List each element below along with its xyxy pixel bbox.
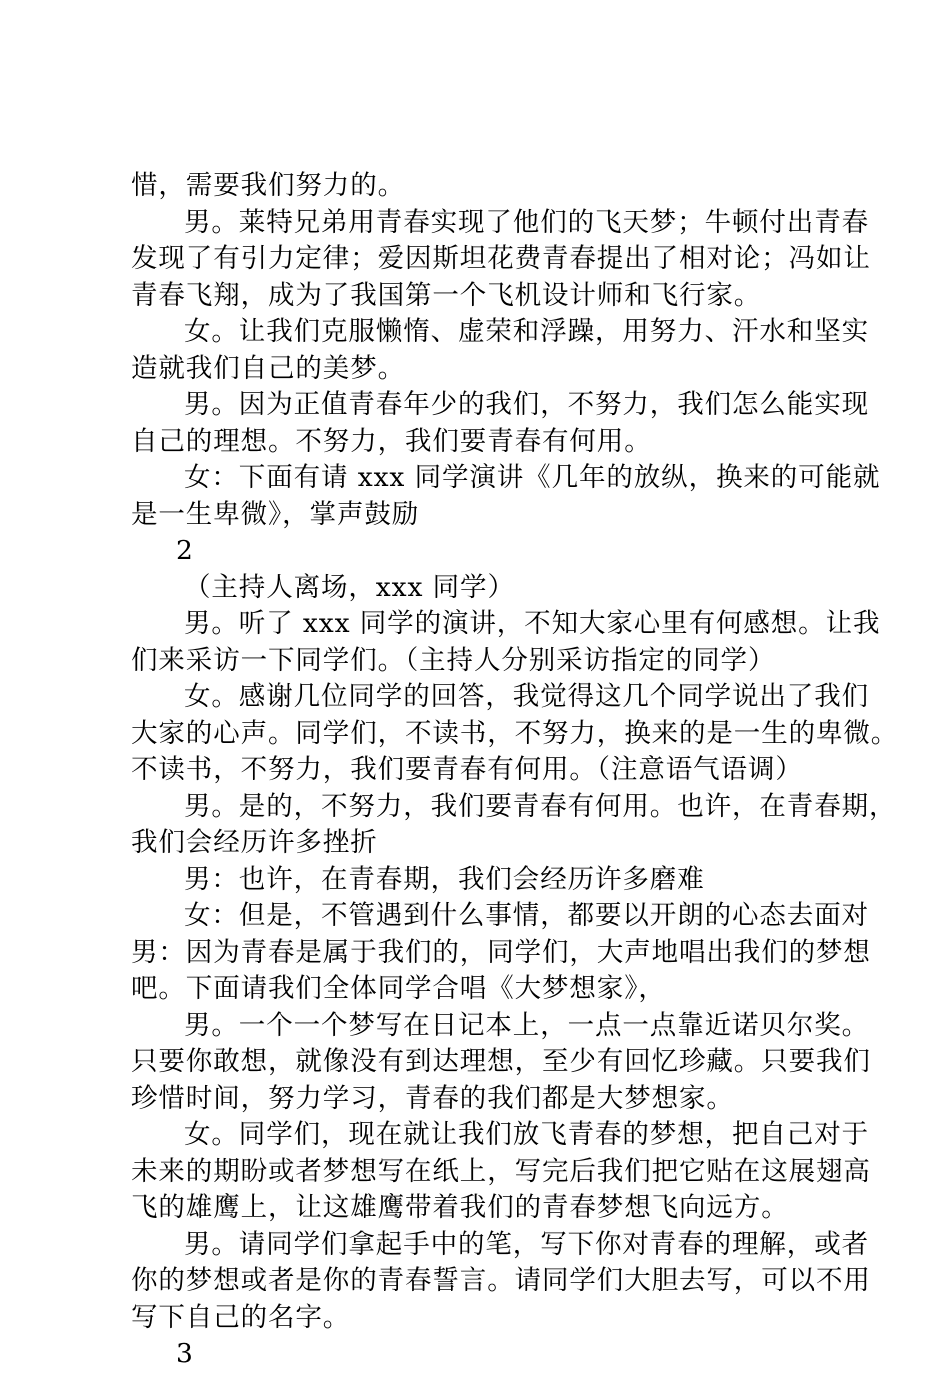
paragraph-start-line: 男。请同学们拿起手中的笔，写下你对青春的理解，或者: [184, 1228, 869, 1260]
body-line: 我们会经历许多挫折: [131, 827, 378, 858]
paragraph-start-line: 男。莱特兄弟用青春实现了他们的飞天梦；牛顿付出青春: [184, 206, 869, 238]
body-line: 你的梦想或者是你的青春誓言。请同学们大胆去写，可以不用: [131, 1265, 871, 1296]
page-number: 2: [176, 535, 194, 566]
body-line: 吧。下面请我们全体同学合唱《大梦想家》，: [131, 973, 666, 1004]
paragraph-start-line: 女。感谢几位同学的回答，我觉得这几个同学说出了我们: [184, 681, 869, 712]
paragraph-start-line: 男：也许，在青春期，我们会经历许多磨难: [184, 863, 705, 895]
document-body: [131, 168, 899, 1373]
body-line: 珍惜时间，努力学习，青春的我们都是大梦想家。: [131, 1082, 734, 1114]
paragraph-start-line: 男。是的，不努力，我们要青春有何用。也许，在青春期，: [184, 790, 897, 822]
paragraph-start-line: 男。一个一个梦写在日记本上，一点一点靠近诺贝尔奖。: [184, 1009, 869, 1041]
body-line: 青春飞翔，成为了我国第一个飞机设计师和飞行家。: [131, 279, 762, 311]
paragraph-start-line: 男。因为正值青春年少的我们，不努力，我们怎么能实现: [184, 389, 869, 420]
body-line: 自己的理想。不努力，我们要青春有何用。: [131, 425, 652, 457]
body-line: 造就我们自己的美梦。: [131, 352, 405, 384]
body-line: 写下自己的名字。: [131, 1301, 351, 1333]
body-line: 惜，需要我们努力的。: [131, 170, 405, 201]
body-line: 们来采访一下同学们。（主持人分别采访指定的同学）: [131, 644, 776, 676]
paragraph-start-line: 女。同学们，现在就让我们放飞青春的梦想，把自己对于: [184, 1119, 869, 1150]
paragraph-start-line: （主持人离场，xxx 同学）: [184, 571, 515, 603]
body-line: 只要你敢想，就像没有到达理想，至少有回忆珍藏。只要我们: [131, 1046, 871, 1077]
page-number: 3: [176, 1338, 194, 1369]
paragraph-start-line: 女。让我们克服懒惰、虚荣和浮躁，用努力、汗水和坚实: [184, 316, 869, 347]
body-line: 不读书，不努力，我们要青春有何用。（注意语气语调）: [131, 754, 803, 785]
body-line: 男：因为青春是属于我们的，同学们，大声地唱出我们的梦想: [131, 936, 871, 968]
paragraph-start-line: 女：但是，不管遇到什么事情，都要以开朗的心态去面对: [184, 900, 869, 931]
body-line: 大家的心声。同学们，不读书，不努力，换来的是一生的卑微。: [131, 717, 899, 749]
body-line: 未来的期盼或者梦想写在纸上，写完后我们把它贴在这展翅高: [131, 1155, 871, 1187]
body-line: 飞的雄鹰上，让这雄鹰带着我们的青春梦想飞向远方。: [131, 1192, 789, 1223]
paragraph-start-line: 男。听了 xxx 同学的演讲，不知大家心里有何感想。让我: [184, 608, 881, 639]
body-line: 是一生卑微》，掌声鼓励: [131, 498, 420, 530]
body-line: 发现了有引力定律；爱因斯坦花费青春提出了相对论；冯如让: [131, 243, 871, 274]
paragraph-start-line: 女：下面有请 xxx 同学演讲《几年的放纵，换来的可能就: [184, 462, 881, 493]
